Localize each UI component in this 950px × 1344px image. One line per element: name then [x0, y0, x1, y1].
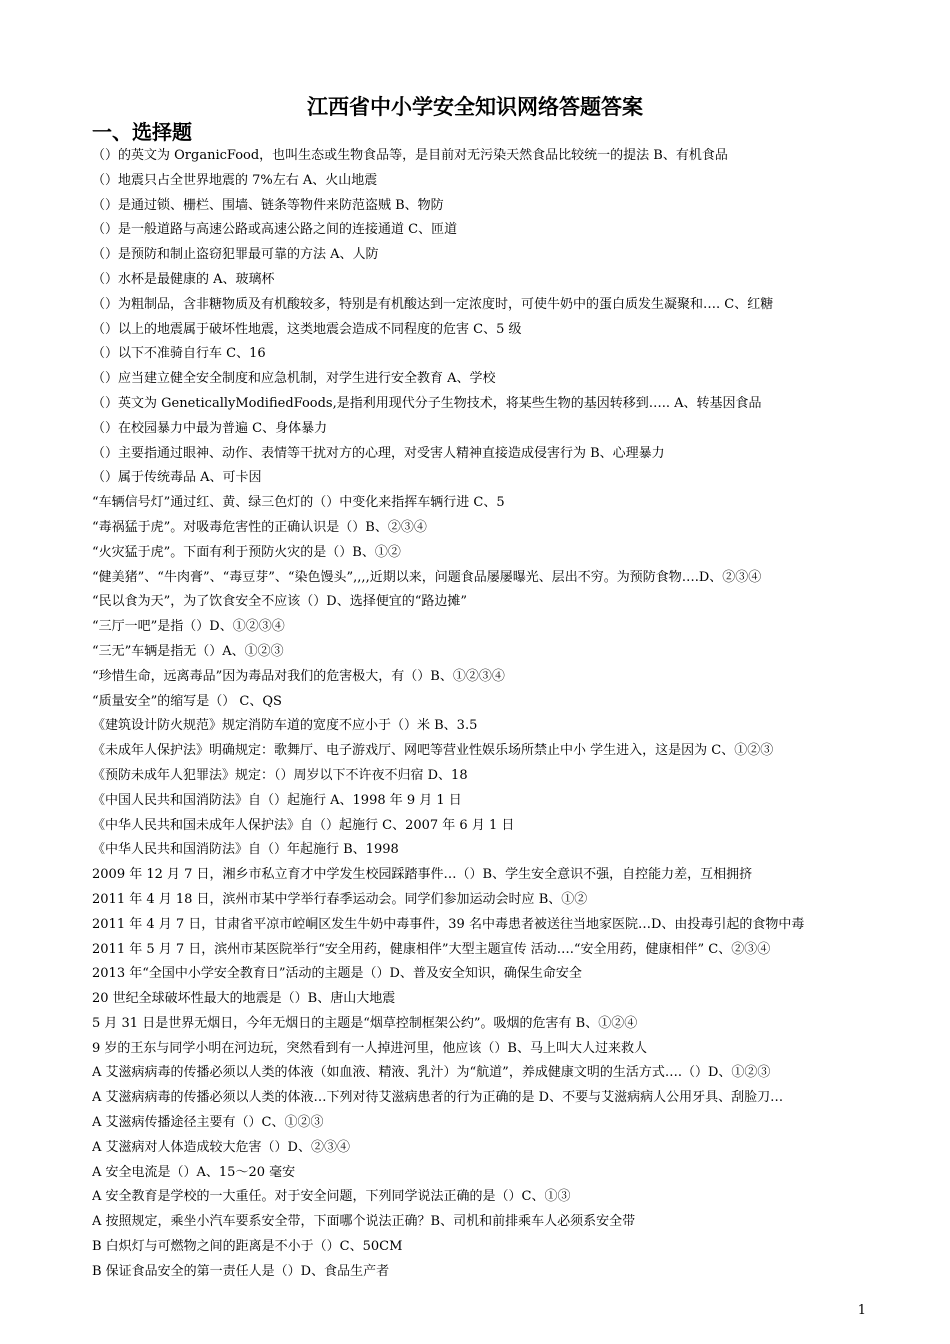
question-answer-line: （）英文为 GeneticallyModifiedFoods,是指利用现代分子生物技术，将某些生物的基因转移到….. A、转基因食品 — [92, 395, 762, 411]
question-answer-line: “毒祸猛于虎”。对吸毒危害性的正确认识是（）B、②③④ — [92, 519, 427, 535]
question-answer-line: （）是预防和制止盗窃犯罪最可靠的方法 A、人防 — [92, 247, 379, 263]
question-answer-line: （）属于传统毒品 A、可卡因 — [92, 470, 262, 486]
question-answer-line: “民以食为天”，为了饮食安全不应该（）D、选择便宜的“路边摊” — [92, 594, 468, 610]
question-answer-line: 2011 年 4 月 7 日，甘肃省平凉市崆峒区发生牛奶中毒事件，39 名中毒患者被送往当地家医院…D、由投毒引起的食物中毒 — [92, 916, 805, 932]
question-answer-line: “三厅一吧”是指（）D、①②③④ — [92, 619, 285, 635]
document-title: 江西省中小学安全知识网络答题答案 — [307, 94, 643, 119]
question-answer-line: A 安全电流是（）A、15～20 毫安 — [92, 1164, 296, 1180]
question-answer-line: （）以上的地震属于破坏性地震，这类地震会造成不同程度的危害 C、5 级 — [92, 321, 522, 337]
question-answer-line: （）水杯是最健康的 A、玻璃杯 — [92, 271, 275, 287]
question-answer-line: “质量安全”的缩写是（） C、QS — [92, 693, 282, 709]
question-answer-line: A 艾滋病对人体造成较大危害（）D、②③④ — [92, 1139, 350, 1155]
question-answer-line: “车辆信号灯”通过红、黄、绿三色灯的（）中变化来指挥车辆行进 C、5 — [92, 495, 505, 511]
question-answer-line: 2011 年 5 月 7 日，滨州市某医院举行“安全用药，健康相伴”大型主题宣传 活动….“安全用药，健康相伴” C、②③④ — [92, 941, 771, 957]
question-answer-line: （）地震只占全世界地震的 7%左右 A、火山地震 — [92, 172, 378, 188]
question-answer-line: “火灾猛于虎”。下面有利于预防火灾的是（）B、①② — [92, 544, 401, 560]
question-answer-line: （）是一般道路与高速公路或高速公路之间的连接通道 C、匝道 — [92, 222, 458, 238]
question-answer-line: “三无”车辆是指无（）A、①②③ — [92, 643, 284, 659]
question-answer-line: A 艾滋病病毒的传播必须以人类的体液（如血液、精液、乳汁）为“航道”，养成健康文明的生活方式….（）D、①②③ — [92, 1065, 771, 1081]
question-answer-line: （）主要指通过眼神、动作、表情等干扰对方的心理，对受害人精神直接造成侵害行为 B、心理暴力 — [92, 445, 665, 461]
question-answer-line: （）的英文为 OrganicFood，也叫生态或生物食品等，是目前对无污染天然食品比较统一的提法 B、有机食品 — [92, 148, 728, 163]
question-answer-line: 20 世纪全球破坏性最大的地震是（）B、唐山大地震 — [92, 991, 396, 1007]
question-answer-line: （）为粗制品，含非糖物质及有机酸较多，特别是有机酸达到一定浓度时，可使牛奶中的蛋白质发生凝聚和…. C、红糖 — [92, 296, 774, 312]
question-answer-line: “健美猪”、“牛肉膏”、“毒豆芽”、“染色馒头”,,,,近期以来，问题食品屡屡曝光、层出不穷。为预防食物….D、②③④ — [92, 569, 762, 585]
question-answer-line: A 安全教育是学校的一大重任。对于安全问题，下列同学说法正确的是（）C、①③ — [92, 1189, 571, 1205]
question-answer-line: A 艾滋病传播途径主要有（）C、①②③ — [92, 1115, 324, 1131]
question-answer-line: “珍惜生命，远离毒品”因为毒品对我们的危害极大，有（）B、①②③④ — [92, 668, 505, 684]
page-number: 1 — [857, 1303, 866, 1318]
question-answer-line: （）在校园暴力中最为普遍 C、身体暴力 — [92, 420, 328, 436]
question-answer-line: A 艾滋病病毒的传播必须以人类的体液…下列对待艾滋病患者的行为正确的是 D、不要与艾滋病病人公用牙具、刮脸刀… — [92, 1090, 784, 1106]
question-answer-line: （）是通过锁、栅栏、围墙、链条等物件来防范盗贼 B、物防 — [92, 197, 444, 213]
question-answer-line: 2011 年 4 月 18 日，滨州市某中学举行春季运动会。同学们参加运动会时应 B、①② — [92, 891, 588, 907]
question-answer-line: B 白炽灯与可燃物之间的距离是不小于（）C、50CM — [92, 1239, 403, 1255]
question-answer-list — [92, 144, 872, 1285]
question-answer-line: 《建筑设计防火规范》规定消防车道的宽度不应小于（）米 B、3.5 — [92, 718, 478, 734]
question-answer-line: A 按照规定，乘坐小汽车要系安全带，下面哪个说法正确？B、司机和前排乘车人必须系安全带 — [92, 1214, 636, 1230]
question-answer-line: 《中华人民共和国消防法》自（）年起施行 B、1998 — [92, 842, 399, 858]
question-answer-line: 9 岁的王东与同学小明在河边玩，突然看到有一人掉进河里，他应该（）B、马上叫大人过来救人 — [92, 1040, 647, 1056]
question-answer-line: 《中华人民共和国未成年人保护法》自（）起施行 C、2007 年 6 月 1 日 — [92, 817, 515, 833]
question-answer-line: 5 月 31 日是世界无烟日，今年无烟日的主题是“烟草控制框架公约”。吸烟的危害有 B、①②④ — [92, 1015, 638, 1031]
question-answer-line: B 保证食品安全的第一责任人是（）D、食品生产者 — [92, 1263, 390, 1279]
section-heading: 一、选择题 — [92, 120, 192, 144]
question-answer-line: （）以下不准骑自行车 C、16 — [92, 346, 266, 362]
question-answer-line: 《中国人民共和国消防法》自（）起施行 A、1998 年 9 月 1 日 — [92, 792, 462, 808]
question-answer-line: 2009 年 12 月 7 日，湘乡市私立育才中学发生校园踩踏事件…（）B、学生安全意识不强，自控能力差，互相拥挤 — [92, 867, 753, 883]
question-answer-line: 2013 年“全国中小学安全教育日”活动的主题是（）D、普及安全知识，确保生命安全 — [92, 966, 582, 982]
question-answer-line: 《预防未成年人犯罪法》规定：（）周岁以下不许夜不归宿 D、18 — [92, 767, 468, 783]
question-answer-line: （）应当建立健全安全制度和应急机制，对学生进行安全教育 A、学校 — [92, 371, 496, 387]
question-answer-line: 《未成年人保护法》明确规定：歌舞厅、电子游戏厅、网吧等营业性娱乐场所禁止中小 学生进入，这是因为 C、①②③ — [92, 743, 774, 759]
